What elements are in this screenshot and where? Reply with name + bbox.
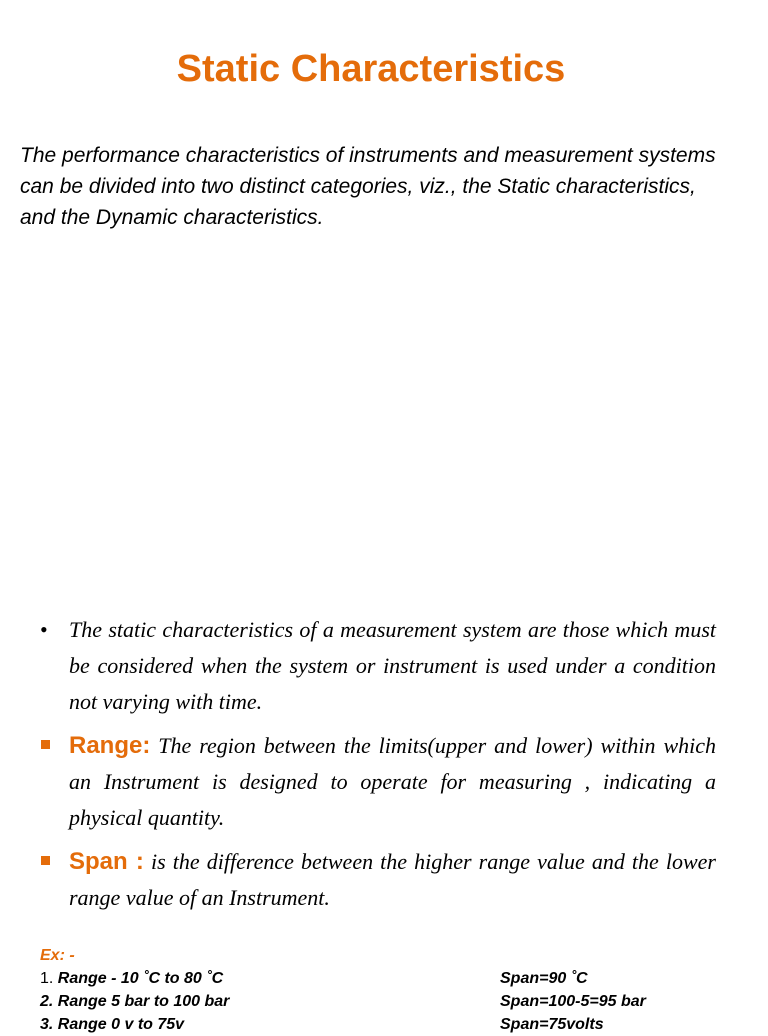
bullet-text: The static characteristics of a measurement system are those which must be considered when the system or instrument is used under a condition not varying with time. — [69, 617, 716, 714]
example-range: Range 0 v to 75v — [53, 1016, 185, 1033]
example-span: Span=75volts — [500, 1016, 604, 1033]
example-number: 2. — [40, 993, 54, 1010]
range-term: Range: — [69, 732, 151, 759]
span-definition: is the difference between the higher range value and the lower range value of an Instrument. — [69, 849, 716, 910]
list-item-range — [40, 728, 716, 836]
example-row — [40, 1013, 740, 1036]
orange-square-bullet-icon — [41, 856, 50, 865]
orange-square-bullet-icon — [41, 740, 50, 749]
example-row — [40, 967, 740, 990]
example-range: Range 5 bar to 100 bar — [53, 993, 230, 1010]
range-definition: The region between the limits(upper and lower) within which an Instrument is designed to operate for measuring , indicating a physical quantity. — [69, 733, 716, 830]
characteristics-list — [40, 612, 716, 924]
span-term: Span : — [69, 848, 144, 875]
example-block — [40, 944, 740, 1036]
intro-paragraph: The performance characteristics of instruments and measurement systems can be divided into two distinct categories, viz., the Static characteristics, and the Dynamic characteristics. — [20, 144, 716, 229]
page-title: Static Characteristics — [176, 48, 566, 90]
example-span: Span=100-5=95 bar — [500, 993, 646, 1010]
example-number: 1. — [40, 970, 54, 987]
example-label: Ex: - — [40, 947, 75, 964]
round-bullet-icon: • — [40, 617, 48, 642]
list-item — [40, 612, 716, 720]
example-span: Span=90 ˚C — [500, 970, 588, 987]
example-row — [40, 990, 740, 1013]
example-range: Range - 10 ˚C to 80 ˚C — [53, 970, 224, 987]
list-item-span — [40, 844, 716, 916]
example-number: 3. — [40, 1016, 54, 1033]
